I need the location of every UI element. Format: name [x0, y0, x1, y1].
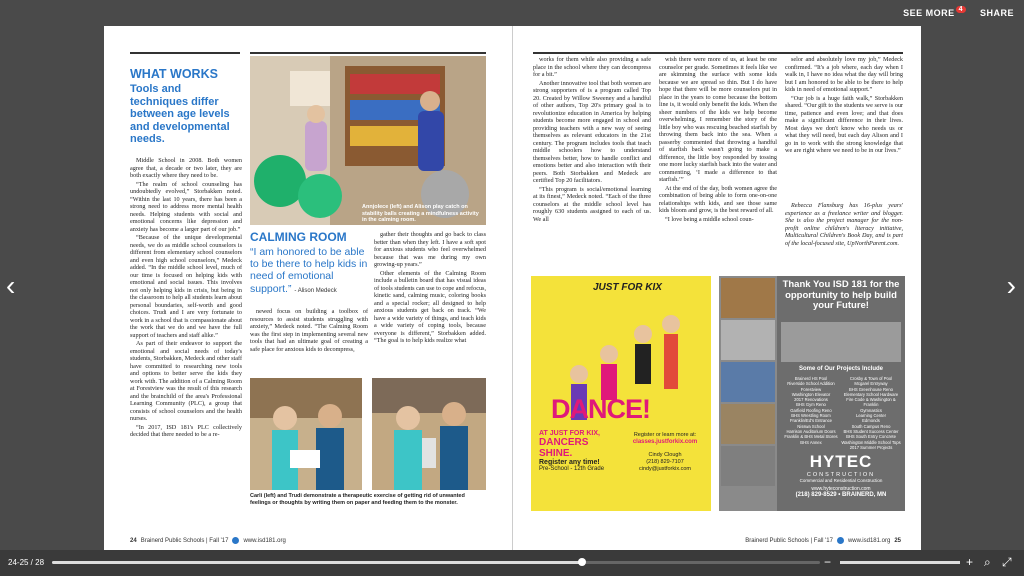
- list-item: Nisswa School: [797, 423, 825, 429]
- pull-quote: [250, 246, 368, 297]
- list-item: Washington Middle School Tops: [841, 439, 901, 445]
- list-item: BHS Wrestling Room: [791, 413, 831, 419]
- counselor-photo-2: [372, 378, 486, 490]
- ad-line: (218) 829-7107: [646, 459, 684, 465]
- list-item: Fire Code & Washington & Franklin: [846, 397, 896, 408]
- zoom-out-icon[interactable]: −: [824, 555, 832, 569]
- ad-line: Pre-School - 12th Grade: [539, 466, 605, 472]
- ad-offer: [539, 430, 613, 472]
- magnifier-icon[interactable]: ⌕: [984, 555, 991, 569]
- projects-title: Some of Our Projects Include: [798, 366, 884, 372]
- ad-phone: (218) 829-8529 • BRAINERD, MN: [795, 492, 887, 498]
- viewer-topbar: [903, 0, 1024, 26]
- paragraph: As part of their endeavor to support the emotional and social needs of today's students, Storbakken, Medeck and other staff have committed to researching new tools and options to better serve the kids they work with. The addition of a Calming Room at Forestview was the result of this research and the brainchild of the area's Professional Learning Community (PLC), a group that consists of school counselors and the health nurses.: [130, 340, 242, 422]
- page-indicator: 24-25 / 28: [8, 558, 45, 567]
- list-item: 2017 Summer Projects: [849, 444, 893, 450]
- notification-badge: 4: [956, 6, 966, 13]
- ad-brand: JUST FOR KIX: [593, 282, 662, 293]
- viewer-bottombar: [0, 550, 1024, 576]
- globe-icon: [837, 537, 844, 544]
- list-item: South Campus Reno: [851, 423, 891, 429]
- ad-thanks: Thank You ISD 181 for the opportunity to help build your Future!: [782, 279, 900, 311]
- see-more-button[interactable]: SEE MORE 4: [903, 8, 966, 18]
- calming-room-photo: [250, 56, 486, 225]
- footer-publication: Brainerd Public Schools | Fall '17: [140, 537, 229, 544]
- paragraph: works for them while also providing a safe place in the school where they can decompress for a bit.”: [533, 56, 651, 78]
- paragraph: “Our job is a huge faith walk,” Storbakken shared. “Our gift to the students we serve is our time, patience and even love; and that does make a significant difference in their lives. Most days we don't know who needs us or what they will need, but each day Alison and I go in to work with the strong knowledge that we are right where we need to be in our lives.”: [785, 94, 903, 154]
- magazine-spread: [104, 26, 921, 550]
- scrubber-fill: [52, 561, 582, 564]
- list-item: Brainerd HS Pool: [794, 376, 828, 381]
- list-item: BHS South Entry Concrete: [846, 434, 896, 440]
- list-item: Washington Elevator: [791, 391, 831, 397]
- fullscreen-icon[interactable]: ⤢: [1002, 555, 1012, 569]
- photo-caption: Annjolece (left) and Alison play catch on stability balls creating a mindfulness activity in the calming room.: [362, 204, 479, 223]
- footer-publication: Brainerd Public Schools | Fall '17: [745, 537, 833, 544]
- ad-line: AT JUST FOR KIX,: [539, 430, 600, 437]
- list-item: BHS Student Success Center: [843, 428, 899, 434]
- page-footer: [745, 537, 901, 544]
- list-item: BHS Greenhouse Reno: [849, 386, 893, 392]
- list-item: Crosby & Town of Pool: [849, 376, 893, 381]
- hytec-logo: [781, 452, 901, 498]
- list-item: BHS Gym Reno: [796, 402, 826, 408]
- list-item: Franklin & BHS Metal Stores: [784, 434, 838, 440]
- list-item: Mcgarel Entryway: [854, 381, 888, 387]
- logo-text: HYTEC: [809, 452, 873, 471]
- ad-line: DANCERS SHINE.: [539, 437, 589, 459]
- list-item: 2017 Renovations: [794, 397, 828, 403]
- ad-tagline: Commercial and Residential Construction: [799, 478, 883, 483]
- page-scrubber[interactable]: [52, 561, 820, 564]
- list-item: Forestview: [800, 386, 822, 392]
- paragraph: wish there were more of us, at least be one counselor per grade. Sometimes it feels like we are skimming the surface with some kids because we are spread so thin. But I do have hope that there will be more counselors put in place in the years to come because the bottom line is, it would only benefit the kids. When the sheer numbers of the kids we help become overwhelming, I remember the story of the little boy who was rescuing beached starfish by throwing them back into the sea. When a passerby commented that throwing a handful of starfish back wasn't going to make a difference, the little boy responded by tossing one more lucky starfish back into the water and commenting, ‘I made a difference to that starfish.’”: [659, 56, 777, 183]
- paragraph: “Because of the unique developmental needs, we do as middle school counselors is different from elementary school counselors and even high school counselors,” Medeck added. “In the middle school level, much of our time is focused on helping kids with emotional and social issues. This involves not only helping kids in crisis, but being in the classroom to help all students learn about personal boundaries, self-worth and good choices. Trudi and I are very fortunate to work in a school that is compassionate about the work that we do and we have the full support of teachers and staff alike.”: [130, 234, 242, 339]
- right-column-text: [374, 231, 486, 371]
- ad-line: Register or learn more at:: [633, 432, 697, 438]
- just-for-kix-ad[interactable]: [531, 276, 711, 511]
- list-item: Riverside School Addition: [787, 381, 835, 387]
- right-col3-text: [785, 56, 903, 176]
- share-button[interactable]: SHARE: [979, 8, 1014, 18]
- ad-line: cindy@justforkix.com: [638, 466, 692, 472]
- list-item: BHS Annex: [800, 439, 822, 445]
- list-item: Edmonds: [862, 418, 880, 424]
- globe-icon: [232, 537, 239, 544]
- top-rule: [250, 52, 486, 54]
- page-25: [513, 26, 921, 550]
- sidebar-subtitle: Tools and techniques differ between age levels and developmental needs.: [130, 83, 230, 145]
- next-page-arrow-icon[interactable]: ›: [1006, 270, 1016, 301]
- ad-url[interactable]: classes.justforkix.com: [632, 439, 698, 445]
- pull-quote-text: “I am honored to be able to be there to help kids in need of emotional support.”: [250, 246, 368, 295]
- list-item: Franklin/Ed's Entrance: [790, 418, 832, 424]
- hytec-construction-ad[interactable]: [719, 276, 905, 511]
- page-footer: [130, 537, 286, 544]
- paragraph: newed focus on building a toolbox of resources to assist students struggling with anxiety,” Medeck noted. “The Calming Room was the first step in implementing several new tools that had an ultimate goal of creating a safe place for anxious kids to decompress,: [250, 308, 368, 353]
- list-item: Learning Center: [855, 413, 887, 419]
- projects-list-right: [841, 376, 901, 450]
- page-24: [104, 26, 513, 550]
- middle-column-text: [250, 308, 368, 368]
- ad-url[interactable]: www.hyteconstruction.com: [811, 486, 871, 492]
- scrubber-handle[interactable]: [578, 558, 586, 566]
- page-number: 24: [130, 537, 137, 544]
- pull-title: CALMING ROOM: [250, 230, 347, 244]
- ad-line: Register any time!: [539, 459, 600, 466]
- footer-url[interactable]: www.isd181.org: [243, 537, 286, 544]
- zoom-in-icon[interactable]: +: [966, 555, 974, 569]
- counselor-photo-1: [250, 378, 362, 490]
- list-item: Elementary School Hardware: [843, 391, 899, 397]
- author-bio: [785, 202, 903, 272]
- logo-subtext: CONSTRUCTION: [806, 472, 876, 478]
- page-number: 25: [894, 537, 901, 544]
- previous-page-arrow-icon[interactable]: ‹: [6, 270, 16, 301]
- ad-headline: DANCE!: [551, 394, 650, 424]
- paragraph: “I love being a middle school coun-: [665, 215, 754, 223]
- paragraph: gather their thoughts and go back to class better than when they left. I have a soft spot for anxious students who feel overwhelmed because that was me during my own growing-up years.”: [374, 231, 486, 268]
- right-col2-text: [659, 56, 777, 274]
- zoom-slider[interactable]: [840, 561, 960, 564]
- pull-quote-attribution: - Alison Medeck: [294, 287, 337, 294]
- list-item: Garfield Roofing Reno: [790, 407, 832, 413]
- top-rule: [533, 52, 903, 54]
- sidebar-title: WHAT WORKS: [130, 67, 218, 81]
- paragraph: Other elements of the Calming Room include a bulletin board that has visual ideas of tools students can use to cope and refocus, kinetic sand, calming music, coloring books and a special rocker; all designed to help anxious students get back on track. “We have a wide variety of things, and teach kids a wide variety of coping tools, because everyone is different,” Storbakken added. “The goal is to help kids realize what: [374, 269, 486, 344]
- projects-list-left: [781, 376, 841, 445]
- paragraph: “In 2017, ISD 181's PLC collectively decided that there needed to be a re-: [130, 423, 242, 438]
- list-item: Gymnastics: [860, 407, 882, 413]
- ad-line: Cindy Clough: [648, 452, 682, 458]
- paragraph: selor and absolutely love my job,” Medeck confirmed. “It's a job where, each day when I walk in, I have no idea what the day will bring but I am honored to be able to be there to help kids in need of emotional support.”: [785, 56, 903, 93]
- paragraph: Middle School in 2008. Both women agree that, a decade or two later, they are both exactly where they need to be.: [130, 157, 242, 179]
- ad-photo: [781, 322, 901, 362]
- left-column-text: [130, 157, 242, 527]
- paragraph: Another innovative tool that both women are strong supporters of is a program called Top 20. Created by Willow Sweeney and a handful of other authors, Top 20's primary goal is to revolutionize education in America by helping students become more engaged in school and providing teachers with a new way of seeing themselves as relevant educators in the 21st century. The program includes tools that teach middle schoolers how to understand themselves better, how to handle conflict and emotions better and also interaction with their peers. Both Storbakken and Medeck are certified Top 20 facilitators.: [533, 79, 651, 184]
- paragraph: At the end of the day, both women agree the combination of being able to form one-on-one relationships with kids, and see those same kids bloom and grow, is the best reward of all.: [659, 184, 777, 214]
- bio-text: Rebecca Flansburg has 16-plus years' experience as a freelance writer and blogger. She is also the project manager for the non-profit online children's literacy initiative, Multicultural Children's Book Day, and is part of the local-focused site, UpNorthParent.com.: [785, 202, 903, 247]
- photo-caption: Carli (left) and Trudi demonstrate a therapeutic exercise of getting rid of unwanted feelings or thoughts by writing them on paper and feeding them to the monster.: [250, 493, 465, 506]
- right-col1-text: [533, 56, 651, 274]
- top-rule: [130, 52, 240, 54]
- photo-strip: [719, 276, 777, 511]
- footer-url[interactable]: www.isd181.org: [847, 537, 891, 544]
- ad-contact: [625, 432, 705, 473]
- list-item: Harrison Auditorium Doors: [786, 428, 836, 434]
- paragraph: “This program is social/emotional learning at its finest,” Medeck noted. “Each of the three counselors at the middle school level has roughly 630 students assigned to each of us. We all: [533, 185, 651, 223]
- paragraph: “The realm of school counseling has undoubtedly evolved,” Storbakken noted. “Within the last 10 years, there has been a strong need to address more mental health needs. Helping students with social and emotional concerns like depression and anxiety has become a larger part of our job.”: [130, 180, 242, 233]
